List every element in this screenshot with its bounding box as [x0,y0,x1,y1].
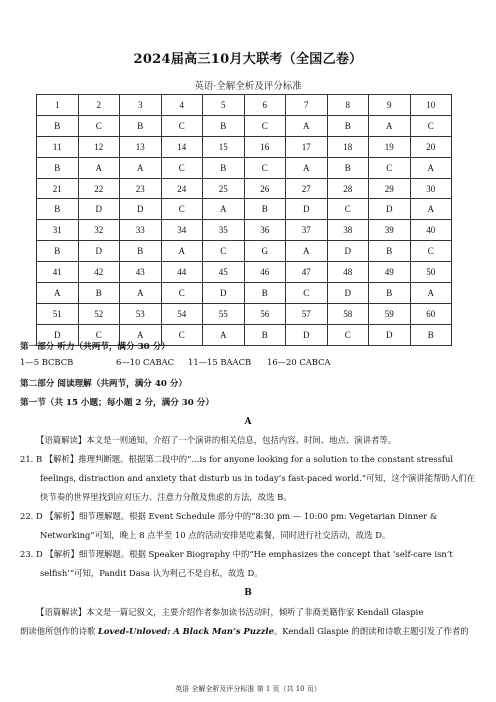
listening-group-1: 1—5 BCBCB [20,357,74,367]
answer-cell: B [369,283,411,304]
answer-row [37,199,452,220]
answer-cell: A [410,283,452,304]
answer-cell: D [37,324,79,345]
question-number-row [37,220,452,241]
question-number-cell: 41 [37,262,79,283]
passage-b-letter: B [244,588,252,598]
question-number-cell: 40 [410,220,452,241]
answer-cell: A [120,324,162,345]
answer-cell: C [327,324,369,345]
answer-cell: D [286,324,328,345]
page-subtitle: 英语·全解全析及评分标准 [194,81,302,92]
answer-cell: A [120,157,162,178]
question-number-cell: 26 [244,178,286,199]
answer-cell: D [327,283,369,304]
answer-cell: D [369,199,411,220]
answer-cell: C [161,115,203,136]
question-number-cell: 57 [286,303,328,324]
question-number-cell: 45 [203,262,245,283]
answer-cell: B [410,324,452,345]
poem-title: Loved-Unloved: A Black Man’s Puzzle [98,626,274,636]
question-number-cell: 28 [327,178,369,199]
question-number-row [37,95,452,116]
answer-key-table [36,94,452,346]
question-number-cell: 60 [410,303,452,324]
q23-line-2: selfish’”可知，Pandit Dasa 认为利己不是自私，故选 D。 [40,568,263,578]
question-number-cell: 58 [327,303,369,324]
question-number-cell: 15 [203,136,245,157]
answer-cell: C [410,115,452,136]
question-number-cell: 54 [161,303,203,324]
answer-cell: C [244,115,286,136]
answer-cell: B [244,199,286,220]
question-number-cell: 8 [327,95,369,116]
question-number-cell: 59 [369,303,411,324]
answer-cell: B [37,241,79,262]
question-number-cell: 33 [120,220,162,241]
passage-b-intro-line-2-end: 。Kendall Glaspie 的朗读和诗歌主题引发了作者的 [273,626,469,636]
question-number-cell: 42 [78,262,120,283]
q22-line-1: 22. D 【解析】细节理解题。根据 Event Schedule 部分中的“8:30 pm — 10:00 pm: Vegetarian Dinner & [20,511,438,521]
q21-line-2: feelings, distraction and anxiety that disturb us in today’s fast-paced world.”可知，这个演讲能帮助人们在 [40,473,475,483]
answer-cell: B [37,199,79,220]
question-number-cell: 52 [78,303,120,324]
answer-cell: C [327,199,369,220]
question-number-cell: 9 [369,95,411,116]
answer-cell: A [410,199,452,220]
answer-cell: B [120,241,162,262]
question-number-cell: 25 [203,178,245,199]
passage-b-intro-line-2-start: 朗读他所创作的诗歌 [20,626,99,636]
question-number-row [37,178,452,199]
answer-cell: B [327,157,369,178]
answer-row [37,115,452,136]
question-number-cell: 18 [327,136,369,157]
answer-cell: A [286,241,328,262]
question-number-cell: 38 [327,220,369,241]
question-number-cell: 49 [369,262,411,283]
answer-cell: A [78,157,120,178]
answer-cell: C [78,115,120,136]
answer-cell: C [244,157,286,178]
answer-cell: D [286,199,328,220]
question-number-cell: 48 [327,262,369,283]
question-number-cell: 16 [244,136,286,157]
question-number-cell: 51 [37,303,79,324]
answer-cell: A [410,157,452,178]
passage-a-intro: 【语篇解读】本文是一则通知，介绍了一个演讲的相关信息，包括内容、时间、地点、演讲者等。 [36,435,397,445]
question-number-cell: 10 [410,95,452,116]
answer-cell: C [286,283,328,304]
question-number-cell: 30 [410,178,452,199]
question-number-cell: 27 [286,178,328,199]
answer-cell: C [369,157,411,178]
question-number-cell: 21 [37,178,79,199]
answer-cell: B [369,241,411,262]
question-number-cell: 29 [369,178,411,199]
question-number-cell: 24 [161,178,203,199]
question-number-cell: 50 [410,262,452,283]
question-number-cell: 46 [244,262,286,283]
answer-cell: B [37,115,79,136]
answer-cell: G [244,241,286,262]
question-number-cell: 14 [161,136,203,157]
question-number-cell: 32 [78,220,120,241]
answer-cell: D [327,241,369,262]
question-number-cell: 53 [120,303,162,324]
answer-cell: A [37,283,79,304]
answer-cell: D [203,283,245,304]
passage-b-intro-line-2 [20,625,469,637]
answer-cell: B [244,324,286,345]
answer-cell: A [203,199,245,220]
answer-cell: D [78,241,120,262]
question-number-cell: 39 [369,220,411,241]
question-number-cell: 20 [410,136,452,157]
answer-cell: C [161,324,203,345]
q21-line-1: 21. B 【解析】推理判断题。根据第二段中的“...is for anyone looking for a solution to the constant stressful [20,454,454,464]
question-number-cell: 3 [120,95,162,116]
question-number-cell: 44 [161,262,203,283]
question-number-cell: 7 [286,95,328,116]
question-number-cell: 11 [37,136,79,157]
answer-row [37,241,452,262]
answer-cell: C [78,324,120,345]
answer-cell: D [78,199,120,220]
answer-cell: A [286,157,328,178]
answer-cell: B [327,115,369,136]
question-number-row [37,136,452,157]
part2-heading: 第二部分 阅读理解（共两节，满分 40 分） [20,379,188,389]
answer-cell: B [78,283,120,304]
question-number-cell: 2 [78,95,120,116]
answer-cell: B [120,115,162,136]
answer-cell: B [203,157,245,178]
question-number-cell: 55 [203,303,245,324]
question-number-cell: 6 [244,95,286,116]
q21-line-3: 快节奏的世界里找到应对压力、注意力分散及焦虑的方法，故选 B。 [40,492,292,502]
question-number-row [37,262,452,283]
answer-cell: B [37,157,79,178]
answer-cell: D [369,324,411,345]
answer-row [37,157,452,178]
question-number-cell: 37 [286,220,328,241]
passage-b-intro-line-1: 【语篇解读】本文是一篇记叙文，主要介绍作者参加读书活动时，倾听了非裔美籍作家 Kendall Glaspie [36,607,424,617]
answer-cell: A [161,241,203,262]
question-number-cell: 56 [244,303,286,324]
answer-cell: B [203,115,245,136]
answer-cell: C [410,241,452,262]
answer-cell: B [244,283,286,304]
question-number-cell: 13 [120,136,162,157]
question-number-cell: 36 [244,220,286,241]
page-title: 2024届高三10月大联考（全国乙卷） [133,52,363,67]
answer-cell: C [161,199,203,220]
answer-cell: A [120,283,162,304]
question-number-cell: 31 [37,220,79,241]
question-number-cell: 35 [203,220,245,241]
section1-heading: 第一节（共 15 小题；每小题 2 分，满分 30 分） [20,398,214,408]
question-number-cell: 5 [203,95,245,116]
page-footer: 英语 全解全析及评分标准 第 1 页（共 10 页） [175,685,321,693]
question-number-cell: 17 [286,136,328,157]
question-number-cell: 34 [161,220,203,241]
q23-line-1: 23. D 【解析】细节理解题。根据 Speaker Biography 中的“He emphasizes the concept that ‘self-care isn’t [20,549,453,559]
passage-a-letter: A [244,417,252,427]
q22-line-2: Networking”可知，晚上 8 点半至 10 点的活动安排是吃素餐，同时进行社交活动，故选 D。 [40,530,391,540]
part1-heading: 第一部分 听力（共两节，满分 30 分） [20,342,170,352]
question-number-cell: 22 [78,178,120,199]
question-number-cell: 23 [120,178,162,199]
answer-cell: C [161,283,203,304]
answer-cell: C [203,241,245,262]
question-number-cell: 1 [37,95,79,116]
answer-cell: A [286,115,328,136]
answer-cell: A [369,115,411,136]
question-number-cell: 43 [120,262,162,283]
question-number-row [37,303,452,324]
question-number-cell: 19 [369,136,411,157]
answer-row [37,283,452,304]
answer-cell: C [161,157,203,178]
listening-group-4: 16—20 CABCA [267,357,331,367]
answer-cell: A [203,324,245,345]
listening-group-2: 6—10 CABAC [116,357,175,367]
question-number-cell: 47 [286,262,328,283]
answer-cell: D [120,199,162,220]
question-number-cell: 4 [161,95,203,116]
question-number-cell: 12 [78,136,120,157]
listening-group-3: 11—15 BAACB [188,357,252,367]
